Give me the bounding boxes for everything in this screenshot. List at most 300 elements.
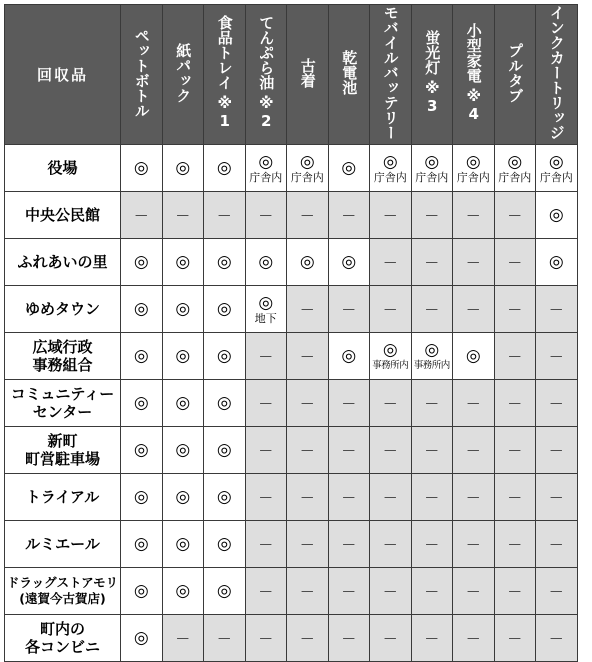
- collect-available-cell: [162, 521, 204, 568]
- location-name: [5, 239, 121, 286]
- double-circle-icon: ◎: [424, 151, 440, 172]
- collect-unavailable-cell: [328, 615, 370, 662]
- dash-mark: －: [299, 535, 315, 554]
- dash-mark: －: [382, 535, 398, 554]
- collect-available-cell: [453, 333, 495, 380]
- header-col: [536, 5, 578, 145]
- dash-mark: －: [548, 394, 564, 413]
- location-name: [5, 380, 121, 427]
- dash-mark: －: [548, 488, 564, 507]
- cell-location-note: 庁舎内: [539, 170, 573, 184]
- collect-unavailable-cell: [536, 474, 578, 521]
- collect-unavailable-cell: [245, 568, 287, 615]
- collect-unavailable-cell: [411, 521, 453, 568]
- dash-mark: －: [548, 347, 564, 366]
- table-row: [5, 333, 578, 380]
- collect-unavailable-cell: [287, 427, 329, 474]
- collect-available-cell: [162, 145, 204, 192]
- collect-available-cell: [536, 145, 578, 192]
- header-col-label: 小型家電: [464, 22, 483, 83]
- header-row: [5, 5, 578, 145]
- collect-available-cell: [204, 286, 246, 333]
- collect-available-cell: [204, 474, 246, 521]
- collect-unavailable-cell: [536, 427, 578, 474]
- dash-mark: －: [507, 347, 523, 366]
- dash-mark: －: [507, 441, 523, 460]
- double-circle-icon: ◎: [133, 440, 149, 460]
- table-row: [5, 568, 578, 615]
- double-circle-icon: ◎: [216, 393, 232, 413]
- dash-mark: －: [299, 394, 315, 413]
- collect-unavailable-cell: [494, 380, 536, 427]
- dash-mark: －: [258, 394, 274, 413]
- dash-mark: －: [382, 441, 398, 460]
- header-col-label: インクカートリッジ: [547, 5, 566, 140]
- dash-mark: －: [382, 629, 398, 648]
- dash-mark: －: [507, 629, 523, 648]
- dash-mark: －: [465, 582, 481, 601]
- double-circle-icon: ◎: [299, 151, 315, 172]
- location-name: [5, 615, 121, 662]
- location-name-line: 各コンビニ: [24, 638, 100, 656]
- collect-unavailable-cell: [287, 333, 329, 380]
- collect-unavailable-cell: [411, 380, 453, 427]
- collect-unavailable-cell: [494, 615, 536, 662]
- dash-mark: －: [424, 253, 440, 272]
- dash-mark: －: [299, 206, 315, 225]
- header-col-label: 紙パック: [174, 42, 193, 103]
- location-name-line: 役場: [47, 159, 78, 177]
- dash-mark: －: [382, 253, 398, 272]
- collect-available-cell: [411, 333, 453, 380]
- double-circle-icon: ◎: [341, 346, 357, 366]
- collect-available-cell: [328, 145, 370, 192]
- collect-available-cell: [536, 239, 578, 286]
- collect-unavailable-cell: [536, 521, 578, 568]
- collect-unavailable-cell: [411, 192, 453, 239]
- double-circle-icon: ◎: [216, 346, 232, 366]
- collect-unavailable-cell: [162, 192, 204, 239]
- dash-mark: －: [341, 629, 357, 648]
- dash-mark: －: [258, 347, 274, 366]
- header-col: [494, 5, 536, 145]
- location-name-line: (遠賀今古賀店): [19, 591, 106, 606]
- table-row: [5, 615, 578, 662]
- collect-available-cell: [204, 239, 246, 286]
- dash-mark: －: [507, 253, 523, 272]
- dash-mark: －: [465, 206, 481, 225]
- dash-mark: －: [299, 582, 315, 601]
- dash-mark: －: [341, 441, 357, 460]
- collect-available-cell: [121, 474, 163, 521]
- header-col: [162, 5, 204, 145]
- location-name-line: コミュニティー: [10, 385, 115, 403]
- dash-mark: －: [465, 441, 481, 460]
- table-row: [5, 474, 578, 521]
- double-circle-icon: ◎: [548, 205, 564, 225]
- collect-unavailable-cell: [536, 333, 578, 380]
- header-col-label: ペットボトル: [132, 27, 151, 118]
- double-circle-icon: ◎: [216, 581, 232, 601]
- header-col: [370, 5, 412, 145]
- collect-unavailable-cell: [328, 192, 370, 239]
- double-circle-icon: ◎: [216, 252, 232, 272]
- dash-mark: －: [341, 394, 357, 413]
- collect-available-cell: [411, 145, 453, 192]
- double-circle-icon: ◎: [133, 487, 149, 507]
- dash-mark: －: [216, 629, 232, 648]
- header-col: [204, 5, 246, 145]
- dash-mark: －: [424, 629, 440, 648]
- collect-available-cell: [162, 474, 204, 521]
- double-circle-icon: ◎: [133, 628, 149, 648]
- location-name: [5, 192, 121, 239]
- collect-unavailable-cell: [287, 286, 329, 333]
- double-circle-icon: ◎: [216, 487, 232, 507]
- location-name-line: ドラッグストアモリ: [6, 575, 119, 590]
- collect-unavailable-cell: [536, 380, 578, 427]
- double-circle-icon: ◎: [465, 151, 481, 172]
- dash-mark: －: [465, 300, 481, 319]
- double-circle-icon: ◎: [465, 346, 481, 366]
- double-circle-icon: ◎: [216, 299, 232, 319]
- dash-mark: －: [258, 535, 274, 554]
- collect-unavailable-cell: [453, 286, 495, 333]
- collect-unavailable-cell: [411, 615, 453, 662]
- double-circle-icon: ◎: [382, 339, 398, 360]
- location-name: [5, 333, 121, 380]
- cell-location-note: 庁舎内: [373, 170, 407, 184]
- collect-available-cell: [245, 286, 287, 333]
- collect-unavailable-cell: [411, 474, 453, 521]
- collect-unavailable-cell: [245, 615, 287, 662]
- collect-unavailable-cell: [370, 380, 412, 427]
- collect-available-cell: [162, 427, 204, 474]
- double-circle-icon: ◎: [216, 158, 232, 178]
- double-circle-icon: ◎: [133, 299, 149, 319]
- double-circle-icon: ◎: [175, 487, 191, 507]
- location-name: [5, 427, 121, 474]
- dash-mark: －: [216, 206, 232, 225]
- dash-mark: －: [424, 300, 440, 319]
- double-circle-icon: ◎: [216, 440, 232, 460]
- dash-mark: －: [424, 441, 440, 460]
- collect-unavailable-cell: [453, 239, 495, 286]
- table-row: [5, 239, 578, 286]
- collect-available-cell: [121, 615, 163, 662]
- table-body: [5, 145, 578, 662]
- dash-mark: －: [424, 206, 440, 225]
- collect-available-cell: [204, 568, 246, 615]
- cell-location-note: 庁舎内: [456, 170, 490, 184]
- collect-unavailable-cell: [411, 239, 453, 286]
- collect-unavailable-cell: [287, 380, 329, 427]
- collect-available-cell: [287, 239, 329, 286]
- dash-mark: －: [424, 488, 440, 507]
- dash-mark: －: [465, 488, 481, 507]
- location-name-line: ゆめタウン: [24, 300, 100, 318]
- collect-unavailable-cell: [287, 192, 329, 239]
- collect-unavailable-cell: [245, 333, 287, 380]
- collect-available-cell: [121, 427, 163, 474]
- collect-available-cell: [121, 568, 163, 615]
- header-col: [453, 5, 495, 145]
- header-col-note: ※4: [464, 86, 483, 123]
- header-col: [245, 5, 287, 145]
- header-col: [121, 5, 163, 145]
- collect-available-cell: [204, 333, 246, 380]
- cell-location-note: 事務所内: [413, 359, 450, 371]
- collect-unavailable-cell: [370, 286, 412, 333]
- double-circle-icon: ◎: [299, 252, 315, 272]
- collect-unavailable-cell: [453, 427, 495, 474]
- dash-mark: －: [424, 582, 440, 601]
- header-col-label: 食品トレイ: [215, 15, 234, 90]
- collect-unavailable-cell: [536, 615, 578, 662]
- dash-mark: －: [548, 582, 564, 601]
- dash-mark: －: [341, 488, 357, 507]
- collect-unavailable-cell: [370, 239, 412, 286]
- collect-unavailable-cell: [328, 380, 370, 427]
- dash-mark: －: [133, 206, 149, 225]
- collect-unavailable-cell: [245, 192, 287, 239]
- location-name-line: 広域行政: [32, 338, 93, 356]
- double-circle-icon: ◎: [341, 158, 357, 178]
- location-name: [5, 521, 121, 568]
- collect-unavailable-cell: [494, 521, 536, 568]
- dash-mark: －: [507, 394, 523, 413]
- recycling-collection-table: [4, 4, 578, 662]
- collect-unavailable-cell: [204, 615, 246, 662]
- collect-unavailable-cell: [370, 474, 412, 521]
- cell-location-note: 庁舎内: [415, 170, 449, 184]
- collect-unavailable-cell: [121, 192, 163, 239]
- header-col: [287, 5, 329, 145]
- double-circle-icon: ◎: [424, 339, 440, 360]
- double-circle-icon: ◎: [258, 151, 274, 172]
- double-circle-icon: ◎: [507, 151, 523, 172]
- collect-available-cell: [204, 427, 246, 474]
- collect-unavailable-cell: [453, 380, 495, 427]
- dash-mark: －: [507, 300, 523, 319]
- collect-unavailable-cell: [536, 286, 578, 333]
- dash-mark: －: [299, 300, 315, 319]
- double-circle-icon: ◎: [133, 158, 149, 178]
- collect-available-cell: [328, 333, 370, 380]
- collect-unavailable-cell: [411, 568, 453, 615]
- collect-unavailable-cell: [370, 521, 412, 568]
- dash-mark: －: [424, 394, 440, 413]
- collect-unavailable-cell: [245, 380, 287, 427]
- collect-unavailable-cell: [411, 427, 453, 474]
- collect-available-cell: [370, 333, 412, 380]
- collect-unavailable-cell: [453, 521, 495, 568]
- cell-location-note: 地下: [254, 311, 277, 325]
- collect-unavailable-cell: [328, 521, 370, 568]
- collect-available-cell: [121, 380, 163, 427]
- collect-unavailable-cell: [494, 239, 536, 286]
- collect-available-cell: [162, 380, 204, 427]
- collect-unavailable-cell: [245, 521, 287, 568]
- collect-unavailable-cell: [287, 568, 329, 615]
- double-circle-icon: ◎: [175, 252, 191, 272]
- collect-unavailable-cell: [494, 286, 536, 333]
- double-circle-icon: ◎: [258, 252, 274, 272]
- collect-available-cell: [204, 521, 246, 568]
- location-name: [5, 568, 121, 615]
- collect-unavailable-cell: [411, 286, 453, 333]
- dash-mark: －: [382, 300, 398, 319]
- collect-unavailable-cell: [453, 474, 495, 521]
- cell-location-note: 事務所内: [372, 359, 409, 371]
- double-circle-icon: ◎: [133, 393, 149, 413]
- dash-mark: －: [258, 629, 274, 648]
- collect-available-cell: [121, 521, 163, 568]
- collect-unavailable-cell: [494, 333, 536, 380]
- collect-available-cell: [162, 568, 204, 615]
- header-col-label: てんぷら油: [257, 15, 276, 90]
- dash-mark: －: [548, 535, 564, 554]
- collect-unavailable-cell: [328, 427, 370, 474]
- dash-mark: －: [548, 629, 564, 648]
- dash-mark: －: [299, 441, 315, 460]
- location-name-line: 新町: [47, 432, 78, 450]
- table-row: [5, 145, 578, 192]
- collect-available-cell: [494, 145, 536, 192]
- dash-mark: －: [465, 253, 481, 272]
- collect-unavailable-cell: [245, 427, 287, 474]
- dash-mark: －: [258, 441, 274, 460]
- dash-mark: －: [175, 206, 191, 225]
- collect-available-cell: [204, 380, 246, 427]
- header-col-label: モバイルバッテリー: [381, 5, 400, 140]
- collect-unavailable-cell: [494, 474, 536, 521]
- table-row: [5, 380, 578, 427]
- location-name-line: トライアル: [25, 488, 100, 506]
- dash-mark: －: [548, 441, 564, 460]
- collect-unavailable-cell: [370, 192, 412, 239]
- header-col-label: 古着: [298, 57, 317, 88]
- collect-unavailable-cell: [494, 568, 536, 615]
- double-circle-icon: ◎: [133, 252, 149, 272]
- double-circle-icon: ◎: [175, 440, 191, 460]
- double-circle-icon: ◎: [133, 581, 149, 601]
- collect-available-cell: [162, 333, 204, 380]
- collect-available-cell: [370, 145, 412, 192]
- location-name-line: 事務組合: [32, 356, 93, 374]
- header-col: [328, 5, 370, 145]
- header-corner: 回収品: [5, 5, 121, 145]
- table-row: [5, 427, 578, 474]
- dash-mark: －: [382, 488, 398, 507]
- location-name-line: ルミエール: [25, 535, 100, 553]
- location-name-line: ふれあいの里: [17, 253, 108, 271]
- dash-mark: －: [258, 488, 274, 507]
- dash-mark: －: [341, 206, 357, 225]
- collect-available-cell: [162, 286, 204, 333]
- dash-mark: －: [465, 535, 481, 554]
- collect-available-cell: [121, 286, 163, 333]
- collect-available-cell: [536, 192, 578, 239]
- collect-available-cell: [162, 239, 204, 286]
- double-circle-icon: ◎: [175, 534, 191, 554]
- dash-mark: －: [299, 629, 315, 648]
- collect-unavailable-cell: [370, 568, 412, 615]
- header-col-note: ※1: [215, 94, 234, 130]
- double-circle-icon: ◎: [382, 151, 398, 172]
- dash-mark: －: [507, 488, 523, 507]
- table-row: [5, 521, 578, 568]
- double-circle-icon: ◎: [548, 252, 564, 272]
- dash-mark: －: [258, 582, 274, 601]
- collect-unavailable-cell: [287, 615, 329, 662]
- collect-unavailable-cell: [494, 192, 536, 239]
- header-col-label: 乾電池: [340, 50, 359, 95]
- collect-unavailable-cell: [287, 521, 329, 568]
- dash-mark: －: [507, 206, 523, 225]
- dash-mark: －: [299, 347, 315, 366]
- double-circle-icon: ◎: [341, 252, 357, 272]
- collect-unavailable-cell: [453, 568, 495, 615]
- dash-mark: －: [175, 629, 191, 648]
- dash-mark: －: [299, 488, 315, 507]
- double-circle-icon: ◎: [216, 534, 232, 554]
- location-name: [5, 474, 121, 521]
- double-circle-icon: ◎: [175, 581, 191, 601]
- double-circle-icon: ◎: [175, 299, 191, 319]
- dash-mark: －: [424, 535, 440, 554]
- dash-mark: －: [341, 582, 357, 601]
- table-row: [5, 192, 578, 239]
- collect-unavailable-cell: [245, 474, 287, 521]
- dash-mark: －: [465, 629, 481, 648]
- location-name-line: 中央公民館: [24, 206, 100, 224]
- location-name: [5, 286, 121, 333]
- dash-mark: －: [548, 300, 564, 319]
- collect-available-cell: [328, 239, 370, 286]
- collect-unavailable-cell: [328, 474, 370, 521]
- cell-location-note: 庁舎内: [498, 170, 532, 184]
- collect-available-cell: [121, 239, 163, 286]
- dash-mark: －: [258, 206, 274, 225]
- dash-mark: －: [465, 394, 481, 413]
- dash-mark: －: [341, 300, 357, 319]
- header-col-label: プルタブ: [506, 42, 525, 103]
- table-row: [5, 286, 578, 333]
- collect-available-cell: [121, 333, 163, 380]
- dash-mark: －: [382, 206, 398, 225]
- double-circle-icon: ◎: [133, 534, 149, 554]
- double-circle-icon: ◎: [548, 151, 564, 172]
- header-col: [411, 5, 453, 145]
- collect-unavailable-cell: [494, 427, 536, 474]
- header-col-note: ※3: [423, 79, 442, 115]
- double-circle-icon: ◎: [175, 393, 191, 413]
- location-name-line: 町内の: [39, 620, 85, 638]
- collect-available-cell: [121, 145, 163, 192]
- collect-unavailable-cell: [204, 192, 246, 239]
- collect-available-cell: [245, 239, 287, 286]
- double-circle-icon: ◎: [175, 346, 191, 366]
- dash-mark: －: [507, 582, 523, 601]
- collect-unavailable-cell: [536, 568, 578, 615]
- cell-location-note: 庁舎内: [290, 170, 324, 184]
- cell-location-note: 庁舎内: [249, 170, 283, 184]
- collect-unavailable-cell: [328, 568, 370, 615]
- double-circle-icon: ◎: [133, 346, 149, 366]
- header-col-note: ※2: [257, 94, 276, 130]
- collect-available-cell: [453, 145, 495, 192]
